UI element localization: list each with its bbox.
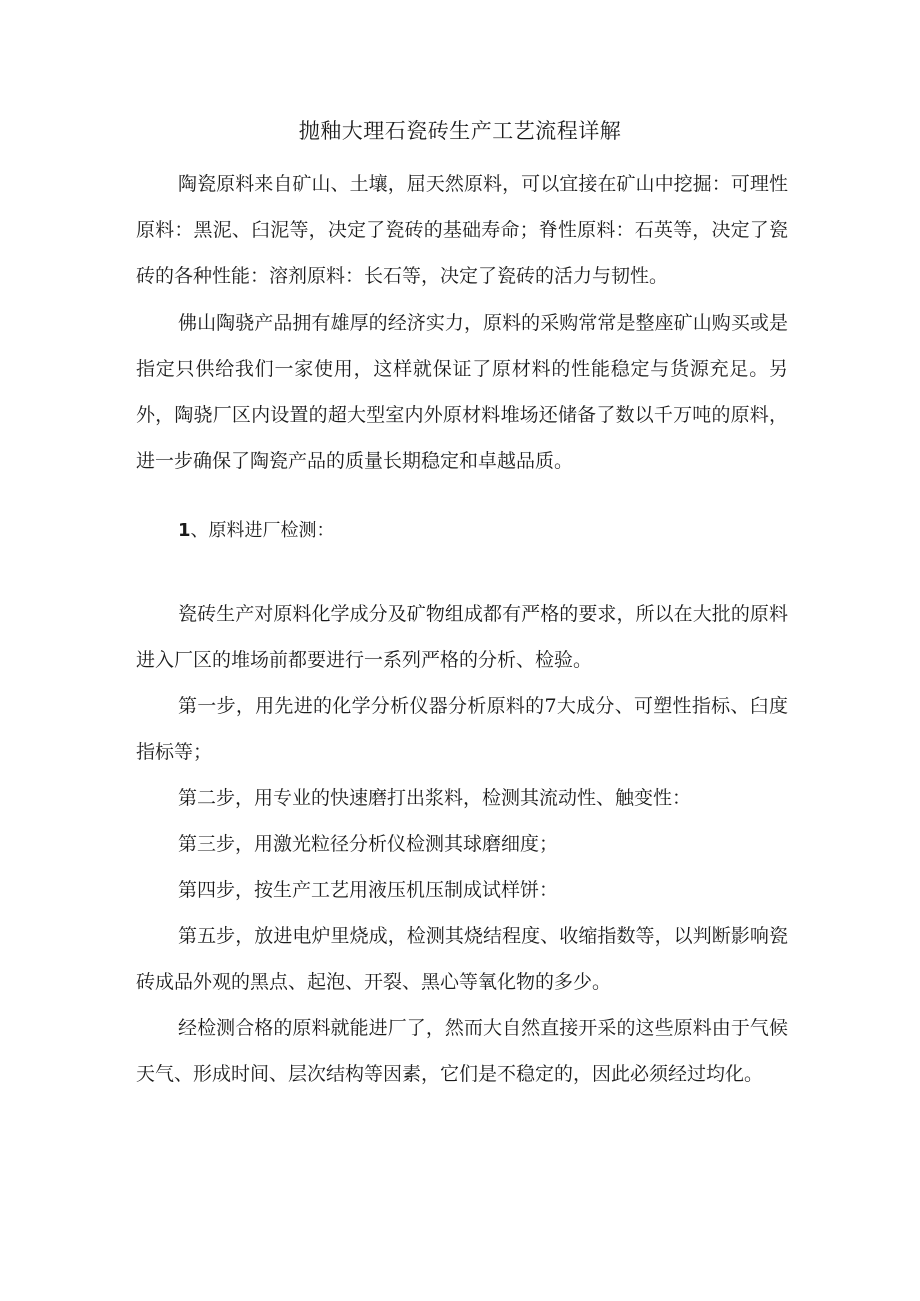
section-heading [178, 511, 335, 551]
paragraph-company: 佛山陶骁产品拥有雄厚的经济实力，原料的采购常常是整座矿山购买或是指定只供给我们一家使用，这样就保证了原材料的性能稳定与货源充足。另外，陶骁厂区内设置的超大型室内外原材料堆场还储备了数以千万吨的原料，进一步确保了陶瓷产品的质量长期稳定和卓越品质。 [136, 312, 788, 472]
section-heading-text: 、原料进厂检测： [190, 520, 335, 541]
document-title: 抛釉大理石瓷砖生产工艺流程详解 [298, 119, 622, 143]
paragraph-step-1: 第一步，用先进的化学分析仪器分析原料的7大成分、可塑性指标、臼度指标等； [136, 695, 788, 763]
paragraph-step-5: 第五步，放进电炉里烧成，检测其烧结程度、收缩指数等，以判断影响瓷砖成品外观的黑点、起泡、开裂、黑心等氧化物的多少。 [136, 925, 788, 993]
paragraph-conclusion: 经检测合格的原料就能进厂了，然而大自然直接开采的这些原料由于气候天气、形成时间、层次结构等因素，它们是不稳定的，因此必须经过均化。 [136, 1017, 788, 1085]
paragraph-step-4: 第四步，按生产工艺用液压机压制成试样饼： [178, 879, 559, 901]
paragraph-raw-materials: 陶瓷原料来自矿山、土壤，屈天然原料，可以宜接在矿山中挖掘：可理性原料：黑泥、臼泥等，决定了瓷砖的基础寿命；脊性原料：石英等，决定了瓷砖的各种性能：溶剂原料：长石等，决定了瓷砖的活力与韧性。 [136, 173, 788, 287]
paragraph-step-2: 第二步，用专业的快速磨打出浆料，检测其流动性、触变性： [178, 787, 692, 809]
paragraph-step-3: 第三步，用激光粒径分析仪检测其球磨细度； [178, 833, 559, 855]
section-number: 1 [178, 520, 191, 541]
paragraph-inspection-intro: 瓷砖生产对原料化学成分及矿物组成都有严格的要求，所以在大批的原料进入厂区的堆场前都要进行一系列严格的分析、检验。 [136, 603, 788, 671]
